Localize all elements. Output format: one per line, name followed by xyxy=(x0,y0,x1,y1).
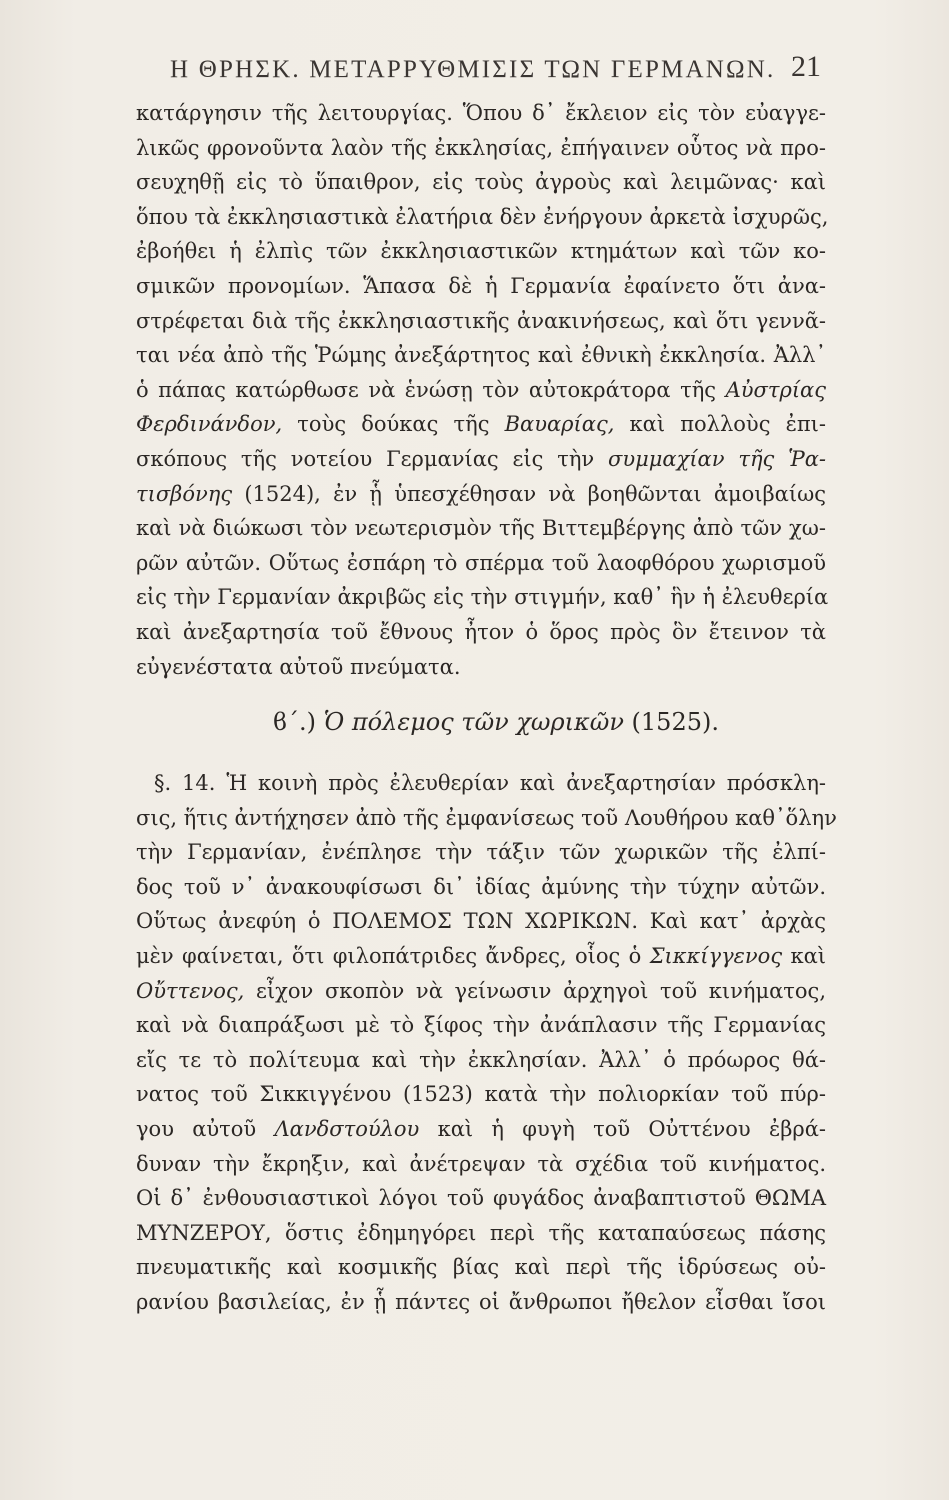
text-line xyxy=(136,974,826,1009)
subheading-year: (1525). xyxy=(631,708,719,737)
text-line: λικῶς φρονοῦντα λαὸν τῆς ἐκκλησίας, ἐπήγαινεν οὗτος νὰ προ- xyxy=(136,135,826,160)
text-line: ται νέα ἀπὸ τῆς Ῥώμης ἀνεξάρτητος καὶ ἐθνικὴ ἐκκλησία. Ἀλλ᾽ xyxy=(136,343,826,368)
italic-run: τισβόνης xyxy=(136,481,233,506)
text-line: στρέφεται διὰ τῆς ἐκκλησιαστικῆς ἀνακινήσεως, καὶ ὅτι γεννᾶ- xyxy=(136,308,826,333)
italic-run: συμμαχίαν τῆς Ῥα- xyxy=(608,446,826,471)
text-line: Οἱ δ᾽ ἐνθουσιαστικοὶ λόγοι τοῦ φυγάδος ἀναβαπτιστοῦ ΘΩΜΑ xyxy=(136,1186,826,1211)
text-line: καὶ ἀνεξαρτησία τοῦ ἔθνους ἦτον ὁ ὅρος πρὸς ὃν ἔτεινον τὰ xyxy=(136,619,826,644)
italic-run: Σικκίγγενος xyxy=(649,944,783,969)
text-line: ὅπου τὰ ἐκκλησιαστικὰ ἐλατήρια δὲν ἐνήργουν ἀρκετὰ ἰσχυρῶς, xyxy=(136,204,829,229)
text-run: σκόπους τῆς νοτείου Γερμανίας εἰς τὴν xyxy=(136,446,609,471)
text-line xyxy=(136,477,826,512)
text-line: ἐβοήθει ἡ ἐλπὶς τῶν ἐκκλησιαστικῶν κτημάτων καὶ τῶν κο- xyxy=(136,239,826,264)
text-run: καὶ xyxy=(782,944,826,969)
text-line xyxy=(136,442,826,477)
text-line xyxy=(136,1112,826,1147)
subheading-number: ϐ΄.) xyxy=(273,708,316,737)
text-line: ρανίου βασιλείας, ἐν ᾗ πάντες οἱ ἄνθρωποι ἤθελον εἶσθαι ἴσοι xyxy=(136,1290,826,1314)
text-line: δος τοῦ ν᾽ ἀνακουφίσωσι δι᾽ ἰδίας ἀμύνης τὴν τύχην αὐτῶν. xyxy=(136,874,826,899)
text-line: σις, ἥτις ἀντήχησεν ἀπὸ τῆς ἐμφανίσεως τοῦ Λουθήρου καθ᾽ὅλην xyxy=(136,805,837,830)
italic-run: Βαυαρίας, xyxy=(504,412,615,437)
text-line: δυναν τὴν ἔκρηξιν, καὶ ἀνέτρεψαν τὰ σχέδια τοῦ κινήματος. xyxy=(136,1151,826,1176)
page-header xyxy=(170,44,821,84)
section-subheading xyxy=(136,692,826,752)
text-line: καὶ νὰ διαπράξωσι μὲ τὸ ξίφος τὴν ἀνάπλασιν τῆς Γερμανίας xyxy=(136,1013,826,1038)
italic-run: Αὐστρίας xyxy=(725,377,826,402)
text-line: πνευματικῆς καὶ κοσμικῆς βίας καὶ περὶ τῆς ἱδρύσεως οὐ- xyxy=(136,1255,826,1280)
text-line: εἰς τὴν Γερμανίαν ἀκριβῶς εἰς τὴν στιγμήν, καθ᾽ ἣν ἡ ἐλευθερία xyxy=(136,585,829,610)
text-line: καὶ νὰ διώκωσι τὸν νεωτερισμὸν τῆς Βιττεμβέργης ἀπὸ τῶν χω- xyxy=(136,516,826,541)
text-line: σμικῶν προνομίων. Ἅπασα δὲ ἡ Γερμανία ἐφαίνετο ὅτι ἀνα- xyxy=(136,273,826,298)
text-run: καὶ πολλοὺς ἐπι- xyxy=(614,412,827,437)
page-number: 21 xyxy=(791,50,821,83)
text-line: τὴν Γερμανίαν, ἐνέπλησε τὴν τάξιν τῶν χωρικῶν τῆς ἐλπί- xyxy=(136,840,826,865)
text-run: εἶχον σκοπὸν νὰ γείνωσιν ἀρχηγοὶ τοῦ κινήματος, xyxy=(244,978,826,1003)
text-run: γου αὐτοῦ xyxy=(136,1117,275,1142)
text-line: εὐγενέστατα αὐτοῦ πνεύματα. xyxy=(136,654,461,679)
text-line xyxy=(136,373,826,408)
text-line: ΜΥΝΖΕΡΟΥ, ὅστις ἐδημηγόρει περὶ τῆς καταπαύσεως πάσης xyxy=(136,1220,826,1245)
italic-run: Οὔττενος, xyxy=(136,978,245,1003)
text-run: καὶ ἡ φυγὴ τοῦ Οὐττένου ἐβρά- xyxy=(419,1117,826,1142)
italic-run: Λανδστούλου xyxy=(274,1117,420,1142)
italic-run: Φερδινάνδον, xyxy=(136,412,283,437)
text-run: ὁ πάπας κατώρθωσε νὰ ἑνώσῃ τὸν αὐτοκράτορα τῆς xyxy=(136,377,726,402)
text-line: κατάργησιν τῆς λειτουργίας. Ὅπου δ᾽ ἔκλειον εἰς τὸν εὐαγγε- xyxy=(136,101,826,125)
text-line: εἴς τε τὸ πολίτευμα καὶ τὴν ἐκκλησίαν. Ἀλλ᾽ ὁ πρόωρος θά- xyxy=(136,1047,826,1072)
subheading-title: Ὁ πόλεμος τῶν χωρικῶν xyxy=(323,708,624,737)
text-line: §. 14. Ἡ κοινὴ πρὸς ἐλευθερίαν καὶ ἀνεξαρτησίαν πρόσκλη- xyxy=(154,771,826,796)
text-line: νατος τοῦ Σικκιγγένου (1523) κατὰ τὴν πολιορκίαν τοῦ πύρ- xyxy=(136,1082,826,1107)
text-line xyxy=(136,407,826,442)
running-title: Η ΘΡΗΣΚ. ΜΕΤΑΡΡΥΘΜΙΣΙΣ ΤΩΝ ΓΕΡΜΑΝΩΝ. xyxy=(170,56,776,83)
text-line: σευχηθῇ εἰς τὸ ὕπαιθρον, εἰς τοὺς ἀγροὺς καὶ λειμῶνας· καὶ xyxy=(136,170,826,195)
text-run: μὲν φαίνεται, ὅτι φιλοπάτριδες ἄνδρες, οἷος ὁ xyxy=(136,944,650,969)
text-line: Οὕτως ἀνεφύη ὁ ΠΟΛΕΜΟΣ ΤΩΝ ΧΩΡΙΚΩΝ. Καὶ κατ᾽ ἀρχὰς xyxy=(136,909,826,934)
text-run: (1524), ἐν ᾗ ὑπεσχέθησαν νὰ βοηθῶνται ἀμοιβαίως xyxy=(232,481,826,506)
body-text xyxy=(136,96,837,1320)
text-run: τοὺς δούκας τῆς xyxy=(282,412,505,437)
text-line xyxy=(136,939,826,974)
text-line: ρῶν αὐτῶν. Οὕτως ἐσπάρη τὸ σπέρμα τοῦ λαοφθόρου χωρισμοῦ xyxy=(136,550,826,575)
